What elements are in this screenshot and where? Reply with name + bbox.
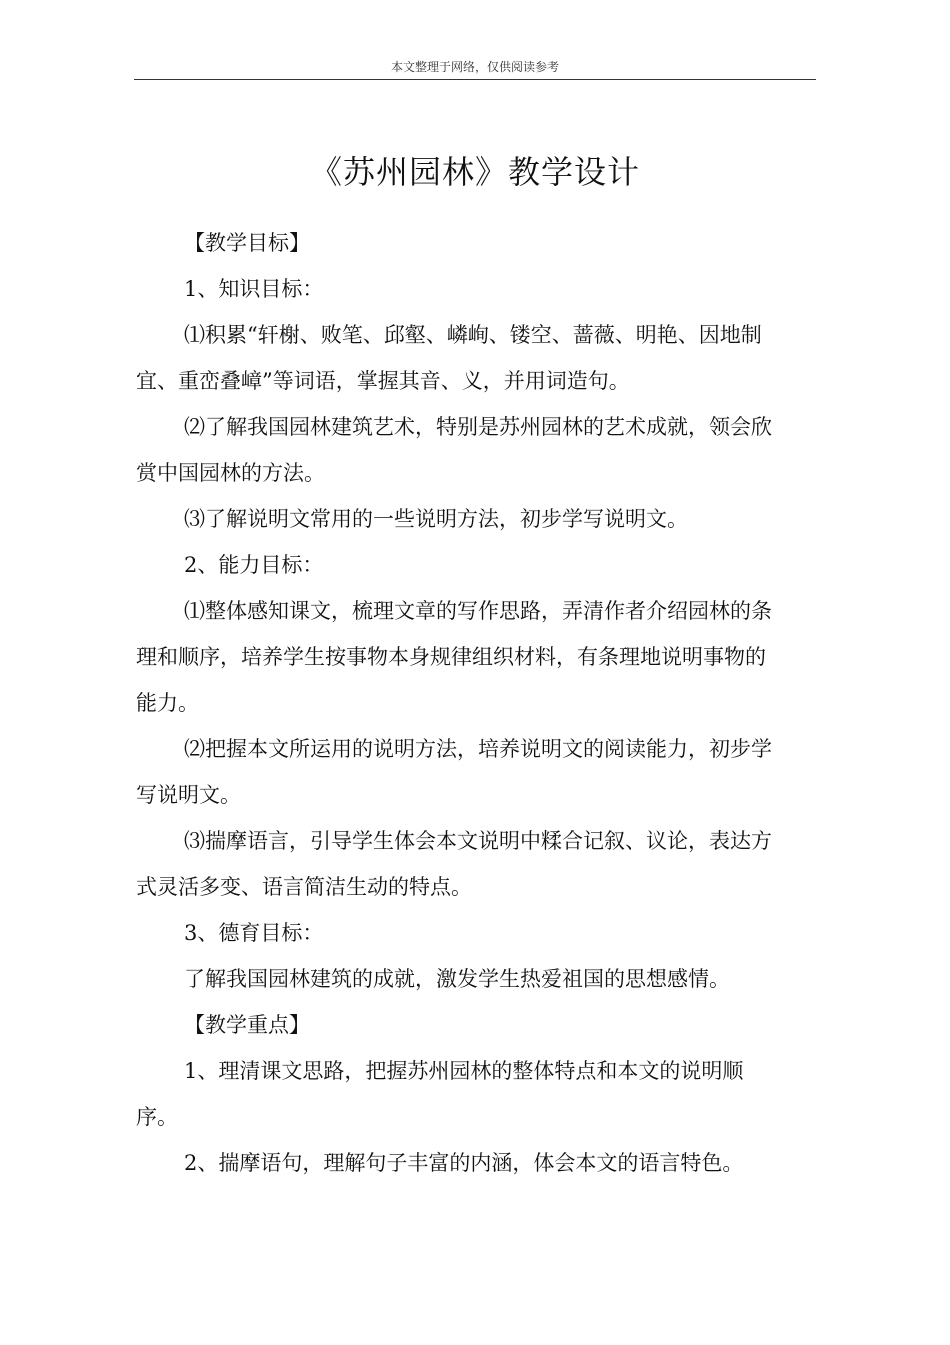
section-heading-objectives: 【教学目标】 [184,231,310,255]
paragraph-key-point-1: 1、理清课文思路，把握苏州园林的整体特点和本文的说明顺序。 [136,1059,744,1129]
paragraph-ability-2: ⑵把握本文所运用的说明方法，培养说明文的阅读能力，初步学写说明文。 [136,737,772,807]
document-title: 《苏州园林》教学设计 [309,153,640,191]
document-body [136,220,776,1186]
paragraph-knowledge-1: ⑴积累“轩榭、败笔、邱壑、嶙峋、镂空、蔷薇、明艳、因地制宜、重峦叠嶂”等词语，掌握其音、义，并用词造句。 [136,323,762,393]
paragraph-knowledge-3: ⑶了解说明文常用的一些说明方法，初步学写说明文。 [184,507,688,531]
paragraph-ability-1: ⑴整体感知课文，梳理文章的写作思路，弄清作者介绍园林的条理和顺序，培养学生按事物本身规律组织材料，有条理地说明事物的能力。 [136,599,772,715]
section-heading-key-points: 【教学重点】 [184,1013,310,1037]
subheading-ability: 2、能力目标： [184,553,324,577]
paragraph-key-point-2: 2、揣摩语句，理解句子丰富的内涵，体会本文的语言特色。 [184,1151,744,1175]
header-rule [134,79,816,80]
paragraph-knowledge-2: ⑵了解我国园林建筑艺术，特别是苏州园林的艺术成就，领会欣赏中国园林的方法。 [136,415,772,485]
paragraph-ability-3: ⑶揣摩语言，引导学生体会本文说明中糅合记叙、议论，表达方式灵活多变、语言简洁生动的特点。 [136,829,772,899]
subheading-moral: 3、德育目标： [184,921,324,945]
page-header: 本文整理于网络，仅供阅读参考 [390,60,559,74]
paragraph-moral: 了解我国园林建筑的成就，激发学生热爱祖国的思想感情。 [184,967,730,991]
subheading-knowledge: 1、知识目标： [184,277,324,301]
